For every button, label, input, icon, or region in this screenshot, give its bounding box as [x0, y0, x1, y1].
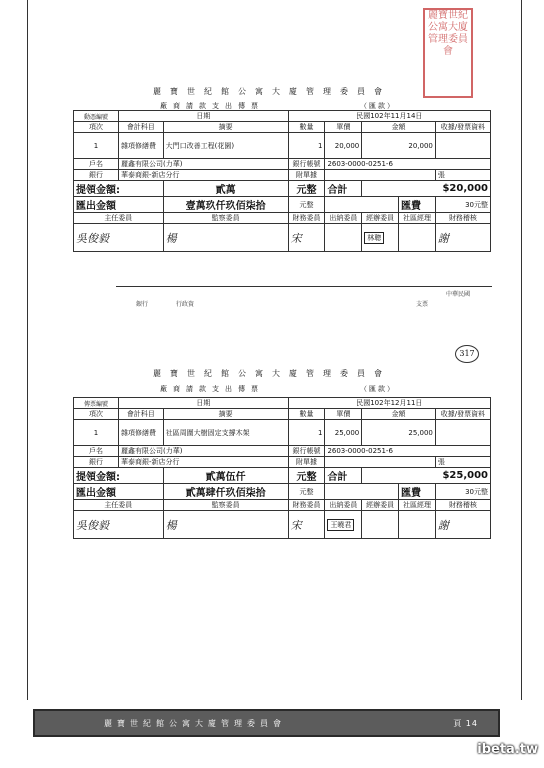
- voucher1-sign-h4: 經辦委員: [362, 213, 399, 224]
- voucher2-item-qty: 1: [288, 420, 325, 446]
- voucher2-item-receipt: [435, 420, 490, 446]
- voucher2-date: 民國102年12月11日: [288, 398, 490, 409]
- voucher2-h-receipt: 收據/發票資料: [435, 409, 490, 420]
- voucher1-fee: 30元整: [435, 197, 490, 213]
- voucher2-total-label: 合計: [325, 468, 362, 484]
- voucher2-signature-1: 楊: [163, 511, 288, 539]
- voucher2-signature-4: [362, 511, 399, 539]
- voucher2-signature-5: [399, 511, 436, 539]
- voucher1-signature-4: [362, 224, 399, 252]
- footer-title: 麗寶世紀館公寓大廈管理委員會: [104, 719, 286, 728]
- voucher1-withdraw: 貳萬: [163, 181, 288, 197]
- voucher1-h-no: 項次: [74, 122, 119, 133]
- voucher1-signature-0: 吳俊毅: [74, 224, 164, 252]
- voucher1-h-account: 會計科目: [119, 122, 164, 133]
- committee-seal: [423, 8, 473, 98]
- voucher2-sign-h1: 監察委員: [163, 500, 288, 511]
- strip-date-label: 中華民國: [446, 291, 471, 298]
- voucher2-h-qty: 數量: [288, 409, 325, 420]
- voucher1-h-amount: 金額: [362, 122, 436, 133]
- voucher2-signature-0: 吳俊毅: [74, 511, 164, 539]
- voucher2-attach-unit: 張: [435, 457, 490, 468]
- voucher2-item-amount: 25,000: [362, 420, 436, 446]
- voucher1-bank: 華泰商銀-新店分行: [119, 170, 289, 181]
- voucher1-h-qty: 數量: [288, 122, 325, 133]
- voucher1-sign-h6: 財務稽核: [435, 213, 490, 224]
- voucher1-attach-label: 附單據: [288, 170, 325, 181]
- voucher2-withdraw-label: 提領金額:: [74, 468, 164, 484]
- voucher1-signature-5: [399, 224, 436, 252]
- voucher2-signature-6: 謝: [435, 511, 490, 539]
- strip-label-0: 銀行: [136, 301, 149, 308]
- voucher1-remit-label: 匯出金額: [74, 197, 164, 213]
- voucher1-item-receipt: [435, 133, 490, 159]
- voucher2-fee: 30元整: [435, 484, 490, 500]
- voucher2-withdraw: 貳萬伍仟: [163, 468, 288, 484]
- voucher1-attach-blank: [325, 170, 435, 181]
- voucher1-h-unit: 單價: [325, 122, 362, 133]
- voucher1-remit-unit: 元整: [288, 197, 325, 213]
- voucher2-sign-h4: 經辦委員: [362, 500, 399, 511]
- voucher2-h-amount: 金額: [362, 409, 436, 420]
- voucher2-date-label: 日期: [119, 398, 289, 409]
- footer-page-number: 頁 14: [453, 719, 478, 728]
- voucher1-item-amount: 20,000: [362, 133, 436, 159]
- voucher2-sign-h3: 出納委員: [325, 500, 362, 511]
- voucher1-item-unit: 20,000: [325, 133, 362, 159]
- voucher1-signature-3: [325, 224, 362, 252]
- voucher1-sign-h2: 財務委員: [288, 213, 325, 224]
- voucher2-sign-h6: 財務稽核: [435, 500, 490, 511]
- voucher1-date-label: 日期: [119, 111, 289, 122]
- voucher2-sign-h0: 主任委員: [74, 500, 164, 511]
- voucher2-payee-label: 戶名: [74, 446, 119, 457]
- seal-text: 麗寶世紀公寓大廈管理委員會: [428, 10, 468, 57]
- voucher2-subtitle-tag: （匯款）: [360, 385, 396, 393]
- voucher2-bank: 華泰商銀-新店分行: [119, 457, 289, 468]
- site-watermark: ibeta.tw: [477, 742, 538, 757]
- voucher2-item-desc: 社區周圍大樹固定支撐木架: [163, 420, 288, 446]
- voucher1-attach-unit: 張: [435, 170, 490, 181]
- voucher1-item-account: 雜項修繕費: [119, 133, 164, 159]
- voucher2-attach-label: 附單據: [288, 457, 325, 468]
- voucher2-item-unit: 25,000: [325, 420, 362, 446]
- voucher1-total-label: 合計: [325, 181, 362, 197]
- voucher2-sign-h5: 社區經理: [399, 500, 436, 511]
- voucher2-account: 2603-0000-0251-6: [325, 446, 491, 457]
- voucher2-signature-2: 宋: [288, 511, 325, 539]
- voucher2-h-account: 會計科目: [119, 409, 164, 420]
- voucher2-item-no: 1: [74, 420, 119, 446]
- voucher1-item-desc: 大門口改善工程(花園): [163, 133, 288, 159]
- voucher1-item-no: 1: [74, 133, 119, 159]
- voucher2-sign-h2: 財務委員: [288, 500, 325, 511]
- voucher1-withdraw-label: 提領金額:: [74, 181, 164, 197]
- voucher2-total: $25,000: [362, 468, 491, 484]
- voucher1-account-label: 銀行帳號: [288, 159, 325, 170]
- voucher2-remit-unit: 元整: [288, 484, 325, 500]
- strip-label-1: 行政資: [176, 301, 195, 308]
- voucher2-h-desc: 摘要: [163, 409, 288, 420]
- voucher2-no-label: 傳票編號: [74, 398, 119, 409]
- voucher1-item-qty: 1: [288, 133, 325, 159]
- document-page: [27, 0, 522, 700]
- voucher2-payee: 麗鑫有限公司(力華): [119, 446, 289, 457]
- page-circled-number: 317: [455, 345, 479, 363]
- voucher1-subtitle-tag: （匯款）: [360, 102, 396, 110]
- voucher1-sign-h5: 社區經理: [399, 213, 436, 224]
- voucher2-withdraw-unit: 元整: [288, 468, 325, 484]
- voucher1-bank-label: 銀行: [74, 170, 119, 181]
- voucher1-remit: 壹萬玖仟玖佰柒拾: [163, 197, 288, 213]
- voucher2-h-unit: 單價: [325, 409, 362, 420]
- voucher2-account-label: 銀行帳號: [288, 446, 325, 457]
- voucher1-payee: 麗鑫有限公司(力華): [119, 159, 289, 170]
- voucher2-title: 麗寶世紀館公寓大廈管理委員會: [153, 369, 391, 378]
- voucher1-signature-6: 謝: [435, 224, 490, 252]
- voucher1-remit-blank: [325, 197, 399, 213]
- voucher1-fee-label: 匯費: [399, 197, 436, 213]
- voucher1-withdraw-unit: 元整: [288, 181, 325, 197]
- voucher1-sign-h3: 出納委員: [325, 213, 362, 224]
- voucher2-table: [73, 397, 491, 539]
- voucher2-remit: 貳萬肆仟玖佰柒拾: [163, 484, 288, 500]
- voucher2-item-account: 雜項修繕費: [119, 420, 164, 446]
- voucher1-sign-h0: 主任委員: [74, 213, 164, 224]
- voucher1-payee-label: 戶名: [74, 159, 119, 170]
- cheque-strip: [116, 286, 492, 311]
- voucher1-table: [73, 110, 491, 252]
- voucher1-date: 民國102年11月14日: [288, 111, 490, 122]
- voucher2-fee-label: 匯費: [399, 484, 436, 500]
- voucher1-total: $20,000: [362, 181, 491, 197]
- voucher2-remit-label: 匯出金額: [74, 484, 164, 500]
- voucher1-subtitle: 廠商請款支出傳票: [160, 102, 264, 110]
- voucher2-remit-blank: [325, 484, 399, 500]
- voucher1-account: 2603-0000-0251-6: [325, 159, 491, 170]
- voucher2-signature-3: [325, 511, 362, 539]
- voucher2-h-no: 項次: [74, 409, 119, 420]
- voucher2-stamp: 王曉君: [327, 519, 354, 531]
- voucher1-h-receipt: 收據/發票資料: [435, 122, 490, 133]
- voucher2-bank-label: 銀行: [74, 457, 119, 468]
- footer-bar: [33, 709, 500, 737]
- voucher1-stamp: 林聰: [364, 232, 384, 244]
- strip-label-2: 支票: [416, 301, 429, 308]
- voucher1-signature-2: 宋: [288, 224, 325, 252]
- voucher1-title: 麗寶世紀館公寓大廈管理委員會: [153, 87, 391, 96]
- voucher1-sign-h1: 監察委員: [163, 213, 288, 224]
- voucher1-h-desc: 摘要: [163, 122, 288, 133]
- voucher2-attach-blank: [325, 457, 435, 468]
- voucher1-no-label: 動憑編號: [74, 111, 119, 122]
- voucher2-subtitle: 廠商請款支出傳票: [160, 385, 264, 393]
- voucher1-signature-1: 楊: [163, 224, 288, 252]
